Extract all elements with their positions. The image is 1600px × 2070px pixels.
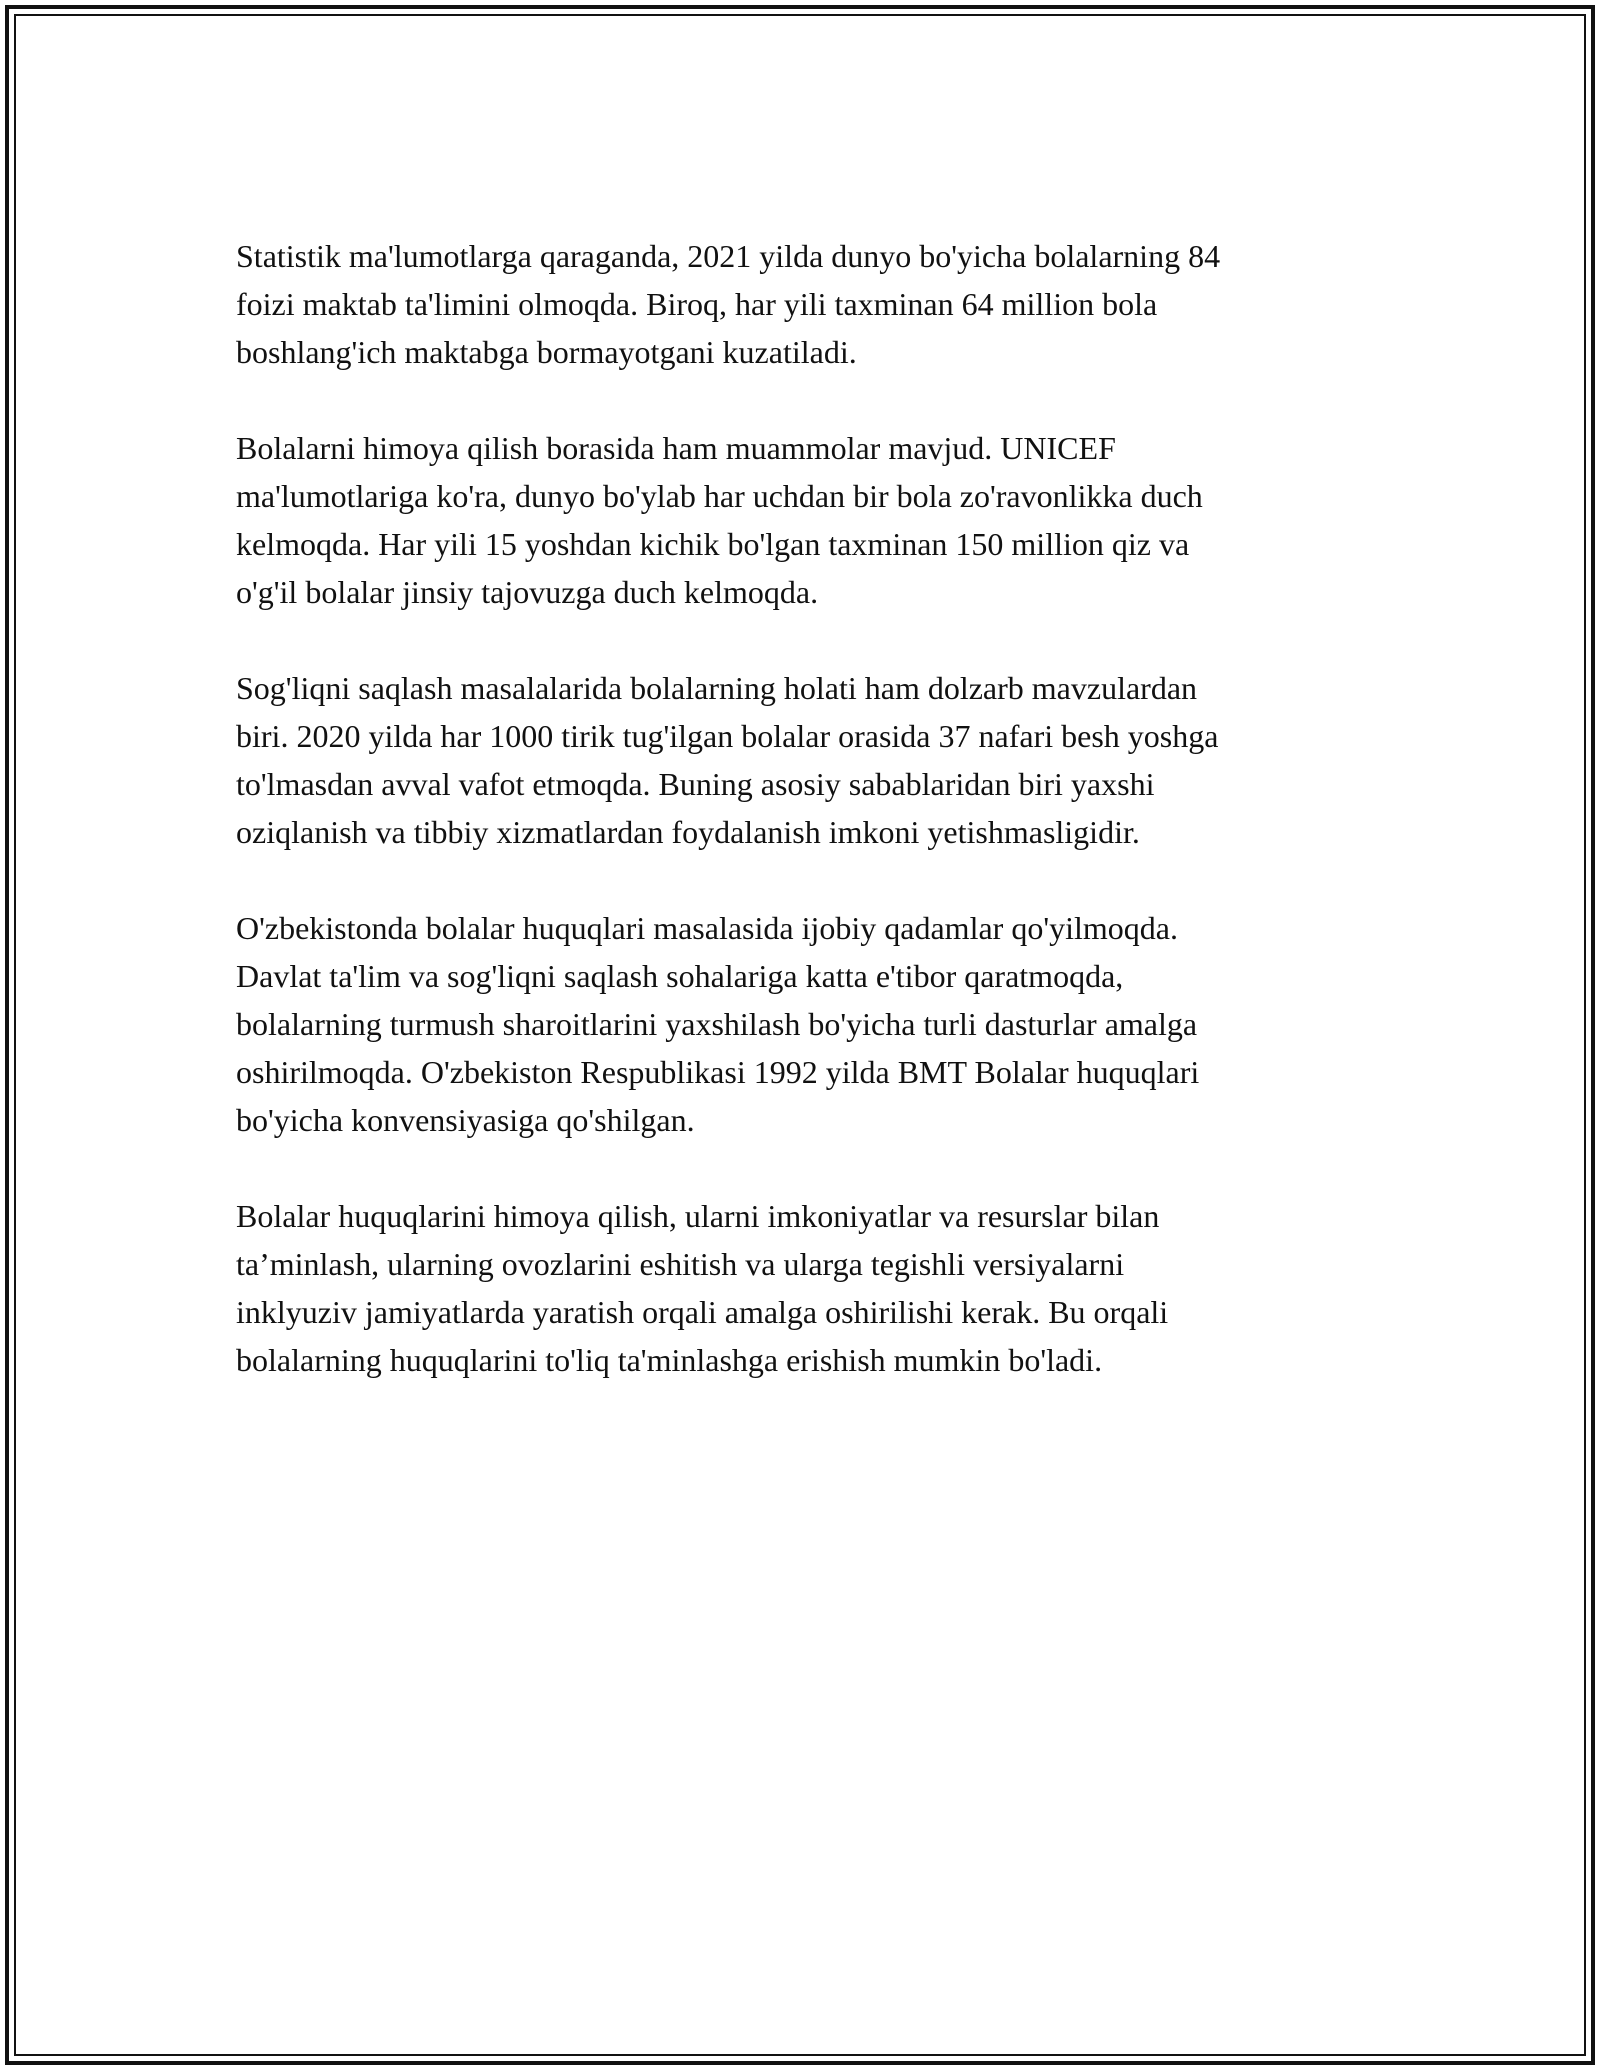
paragraph-uzbekistan — [236, 904, 1396, 1144]
text-line: inklyuziv jamiyatlarda yaratish orqali amalga oshirilishi kerak. Bu orqali — [236, 1294, 1169, 1330]
text-line: ta’minlash, ularning ovozlarini eshitish va ularga tegishli versiyalarni — [236, 1246, 1125, 1282]
text-line: oshirilmoqda. O'zbekiston Respublikasi 1992 yilda BMT Bolalar huquqlari — [236, 1054, 1200, 1090]
text-line: kelmoqda. Har yili 15 yoshdan kichik bo'lgan taxminan 150 million qiz va — [236, 526, 1190, 562]
text-line: Statistik ma'lumotlarga qaraganda, 2021 yilda dunyo bo'yicha bolalarning 84 — [236, 238, 1221, 274]
text-line: bo'yicha konvensiyasiga qo'shilgan. — [236, 1102, 695, 1138]
text-line: oziqlanish va tibbiy xizmatlardan foydalanish imkoni yetishmasligidir. — [236, 814, 1140, 850]
text-line: o'g'il bolalar jinsiy tajovuzga duch kelmoqda. — [236, 574, 819, 610]
text-line: Davlat ta'lim va sog'liqni saqlash sohalariga katta e'tibor qaratmoqda, — [236, 958, 1124, 994]
text-line: ma'lumotlariga ko'ra, dunyo bo'ylab har uchdan bir bola zo'ravonlikka duch — [236, 478, 1203, 514]
paragraph-protection — [236, 424, 1396, 616]
paragraph-education — [236, 232, 1396, 376]
text-line: bolalarning turmush sharoitlarini yaxshilash bo'yicha turli dasturlar amalga — [236, 1006, 1198, 1042]
text-line: bolalarning huquqlarini to'liq ta'minlashga erishish mumkin bo'ladi. — [236, 1342, 1103, 1378]
text-line: Bolalar huquqlarini himoya qilish, ularni imkoniyatlar va resurslar bilan — [236, 1198, 1160, 1234]
text-line: O'zbekistonda bolalar huquqlari masalasida ijobiy qadamlar qo'yilmoqda. — [236, 910, 1178, 946]
text-line: boshlang'ich maktabga bormayotgani kuzatiladi. — [236, 334, 857, 370]
text-line: to'lmasdan avval vafot etmoqda. Buning asosiy sabablaridan biri yaxshi — [236, 766, 1155, 802]
document-body — [236, 232, 1396, 1432]
text-line: biri. 2020 yilda har 1000 tirik tug'ilgan bolalar orasida 37 nafari besh yoshga — [236, 718, 1219, 754]
paragraph-conclusion — [236, 1192, 1396, 1384]
paragraph-health — [236, 664, 1396, 856]
text-line: Bolalarni himoya qilish borasida ham muammolar mavjud. UNICEF — [236, 430, 1116, 466]
text-line: foizi maktab ta'limini olmoqda. Biroq, har yili taxminan 64 million bola — [236, 286, 1158, 322]
text-line: Sog'liqni saqlash masalalarida bolalarning holati ham dolzarb mavzulardan — [236, 670, 1198, 706]
